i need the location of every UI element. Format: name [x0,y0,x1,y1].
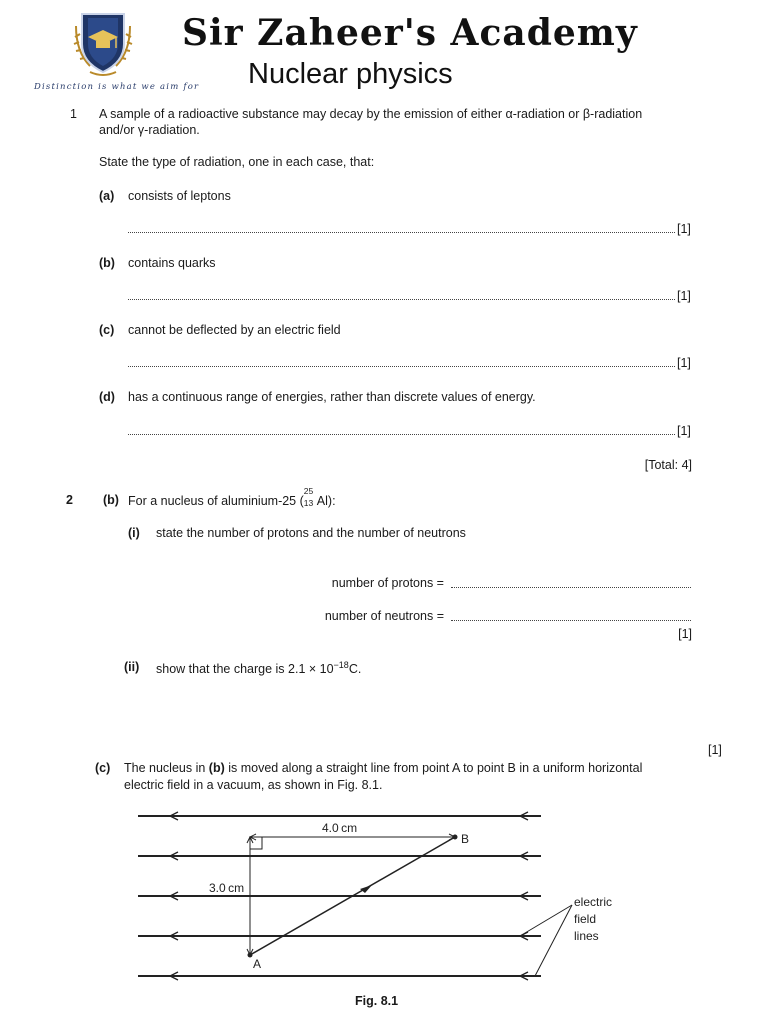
part-2b-ii-label: (ii) [124,660,140,674]
isotope-symbol: Al [316,494,328,508]
part-2b-ii-text-pre: show that the charge is 2.1 × 10 [156,662,334,677]
vertical-distance-label: 3.0 cm [209,881,245,895]
academy-tagline: Distinction is what we aim for [34,82,200,92]
part-2b-ii-mark: [1] [708,743,722,757]
part-a-mark: [1] [677,222,691,236]
page-title: Nuclear physics [248,58,453,90]
part-2c-line1-bold: (b) [208,761,225,775]
protons-label: number of protons = [331,576,444,590]
part-2b-text-start: For a nucleus of aluminium-25 ( [128,494,304,508]
part-2c-line1-pre: The nucleus in [124,761,209,775]
academy-logo [68,8,138,80]
part-a-answer-line[interactable] [128,232,675,233]
part-2b-i-text: state the number of protons and the number of neutrons [156,526,466,540]
field-label-line1: electric [574,895,613,909]
part-c-text: cannot be deflected by an electric field [128,323,341,337]
part-2c-line1 [124,761,642,775]
question-1-intro-line1: A sample of a radioactive substance may decay by the emission of either α-radiation or β-radiation [99,107,643,121]
field-label-line2: field [574,912,597,926]
part-2c-line2: electric field in a vacuum, as shown in Fig. 8.1. [124,778,383,792]
part-c-mark: [1] [677,356,691,370]
point-b-label: B [461,832,470,846]
part-d-answer-line[interactable] [128,434,675,435]
part-2b-text [128,486,336,508]
part-b-answer-line[interactable] [128,299,675,300]
part-d-text: has a continuous range of energies, rather than discrete values of energy. [128,390,536,404]
horizontal-distance-label: 4.0 cm [322,821,358,835]
part-b-mark: [1] [677,289,691,303]
part-2b-ii-text [156,660,361,676]
question-1-total: [Total: 4] [644,458,692,472]
figure-caption: Fig. 8.1 [355,994,399,1008]
part-b-text: contains quarks [128,256,216,270]
figure-electric-field [0,800,768,990]
part-2c-label: (c) [95,761,111,775]
part-d-mark: [1] [677,424,691,438]
part-b-label: (b) [99,256,115,270]
part-2b-i-mark: [1] [678,627,692,641]
field-label-line3: lines [574,929,599,943]
isotope-atomic-number: 13 [303,498,314,508]
part-c-label: (c) [99,323,115,337]
part-2b-i-label: (i) [128,526,140,540]
isotope-notation [303,486,317,508]
question-2-number: 2 [66,493,73,507]
part-2b-text-end: ): [327,494,336,508]
question-1-intro-line2: and/or γ-radiation. [99,123,200,137]
isotope-mass-number: 25 [303,486,314,496]
question-1-instruction: State the type of radiation, one in each case, that: [99,155,375,169]
part-c-answer-line[interactable] [128,366,675,367]
part-2b-label: (b) [103,493,119,507]
neutrons-answer-line[interactable] [451,620,691,621]
part-2b-ii-text-post: C. [348,662,362,677]
academy-name: Sir Zaheer's Academy [182,12,638,54]
point-a-label: A [253,957,262,971]
part-a-label: (a) [99,189,115,203]
charge-exponent: −18 [333,660,349,670]
part-a-text: consists of leptons [128,189,231,203]
part-2c-line1-post: is moved along a straight line from point A to point B in a uniform horizontal [224,761,643,775]
neutrons-label: number of neutrons = [324,609,444,623]
part-d-label: (d) [99,390,115,404]
protons-answer-line[interactable] [451,587,691,588]
question-1-number: 1 [70,107,77,121]
